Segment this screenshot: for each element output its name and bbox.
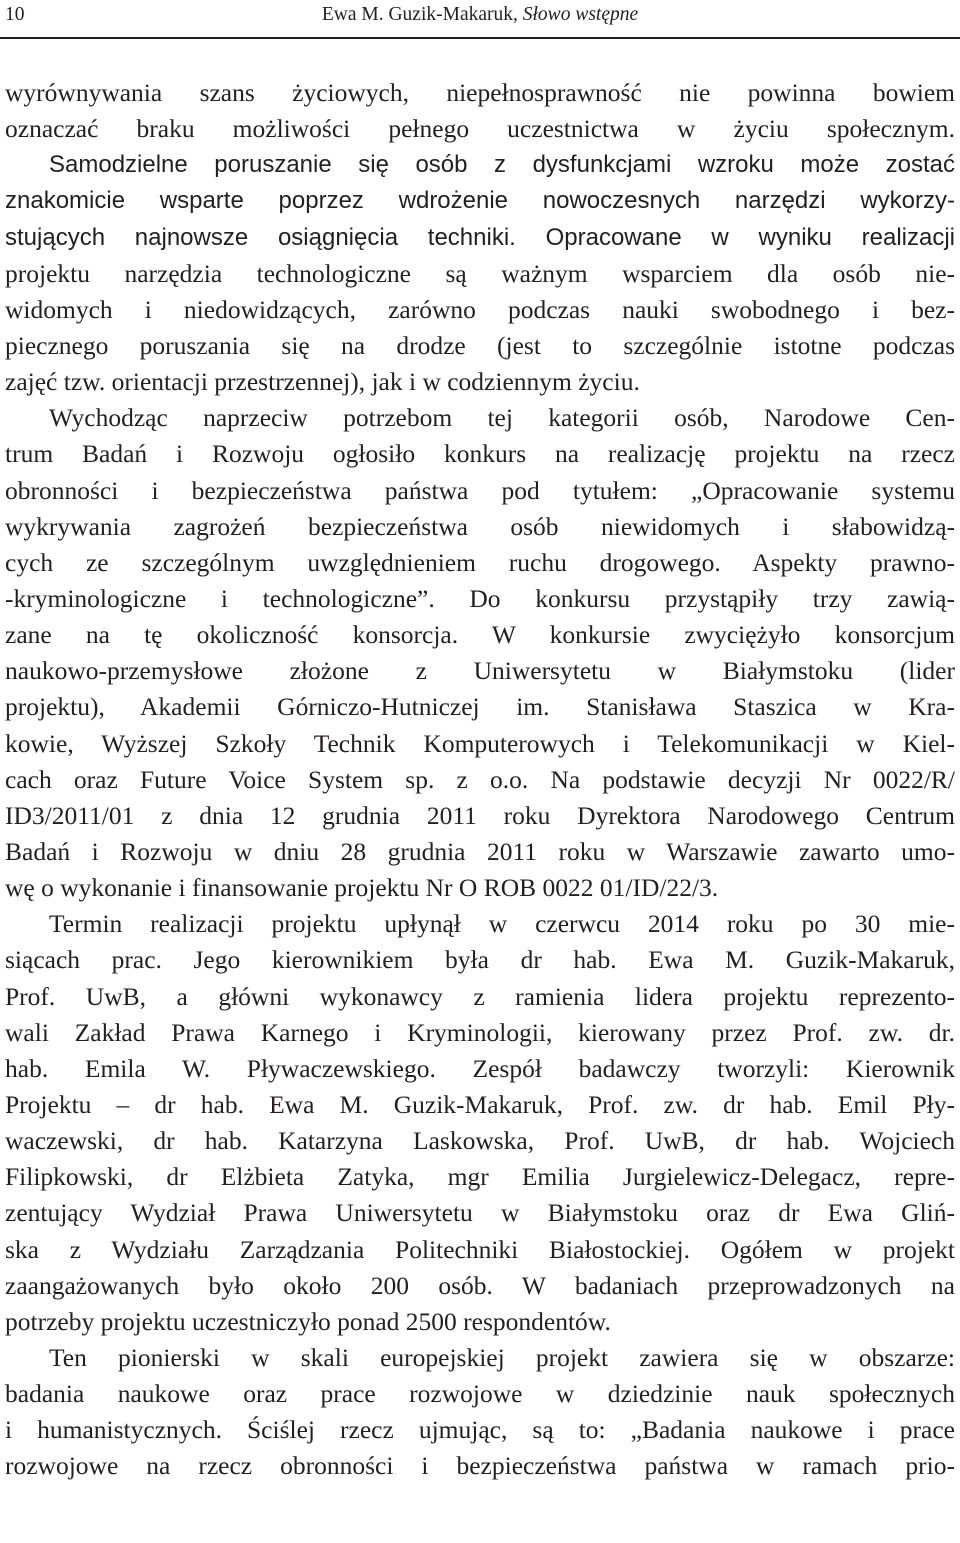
text-line: zajęć tzw. orientacji przestrzennej), jak i w codziennym życiu. [5,367,640,397]
text-line: i humanistycznych. Ściślej rzecz ujmując, są to: „Badania naukowe i prace [5,1415,955,1445]
running-head-author: Ewa M. Guzik-Makaruk, [321,4,523,25]
page-number: 10 [5,4,25,25]
text-line: -kryminologiczne i technologiczne”. Do konkursu przystąpiły trzy zawią- [5,583,955,613]
running-head-title: Słowo wstępne [522,4,639,25]
text-line: Badań i Rozwoju w dniu 28 grudnia 2011 roku w Warszawie zawarto umo- [5,836,955,866]
text-line: waczewski, dr hab. Katarzyna Laskowska, Prof. UwB, dr hab. Wojciech [5,1126,955,1156]
text-line: Prof. UwB, a główni wykonawcy z ramienia lidera projektu reprezento- [5,981,955,1011]
text-line: obronności i bezpieczeństwa państwa pod tytułem: „Opracowanie systemu [5,475,955,505]
text-line: stujących najnowsze osiągnięcia techniki. Opracowane w wyniku realizacji [5,223,955,251]
text-line: siącach prac. Jego kierownikiem była dr hab. Ewa M. Guzik-Makaruk, [5,945,955,975]
text-line: projektu narzędzia technologiczne są ważnym wsparciem dla osób nie- [5,258,955,288]
text-line: rozwojowe na rzecz obronności i bezpieczeństwa państwa w ramach prio- [5,1451,955,1481]
text-line: cych ze szczególnym uwzględnieniem ruchu drogowego. Aspekty prawno- [5,547,955,577]
text-line: widomych i niedowidzących, zarówno podczas nauki swobodnego i bez- [5,294,955,324]
text-line: ska z Wydziału Zarządzania Politechniki Białostockiej. Ogółem w projekt [5,1234,955,1264]
text-line: kowie, Wyższej Szkoły Technik Komputerowych i Telekomunikacji w Kiel- [5,728,955,758]
text-line: trum Badań i Rozwoju ogłosiło konkurs na realizację projektu na rzecz [5,439,955,469]
text-line: zentujący Wydział Prawa Uniwersytetu w Białymstoku oraz dr Ewa Gliń- [5,1198,955,1228]
text-line: Wychodząc naprzeciw potrzebom tej kategorii osób, Narodowe Cen- [49,403,955,433]
text-line: Projektu – dr hab. Ewa M. Guzik-Makaruk, Prof. zw. dr hab. Emil Pły- [5,1089,955,1119]
text-line: potrzeby projektu uczestniczyło ponad 2500 respondentów. [5,1306,611,1336]
text-line: wykrywania zagrożeń bezpieczeństwa osób niewidomych i słabowidzą- [5,511,955,541]
text-line: wali Zakład Prawa Karnego i Kryminologii, kierowany przez Prof. zw. dr. [5,1017,955,1047]
text-line: badania naukowe oraz prace rozwojowe w dziedzinie nauk społecznych [5,1379,955,1409]
text-line: Filipkowski, dr Elżbieta Zatyka, mgr Emilia Jurgielewicz-Delegacz, repre- [5,1162,955,1192]
text-line: hab. Emila W. Pływaczewskiego. Zespół badawczy tworzyli: Kierownik [5,1053,955,1083]
text-line: znakomicie wsparte poprzez wdrożenie nowoczesnych narzędzi wykorzy- [5,187,955,215]
text-line: naukowo-przemysłowe złożone z Uniwersytetu w Białymstoku (lider [5,656,955,686]
body-text [5,75,955,1484]
text-line: oznaczać braku możliwości pełnego uczestnictwa w życiu społecznym. [5,114,955,144]
text-line: wę o wykonanie i finansowanie projektu Nr O ROB 0022 01/ID/22/3. [5,873,719,903]
text-line: piecznego poruszania się na drodze (jest to szczególnie istotne podczas [5,330,955,360]
text-line: Termin realizacji projektu upłynął w czerwcu 2014 roku po 30 mie- [49,909,955,939]
text-line: zane na tę okoliczność konsorcja. W konkursie zwyciężyło konsorcjum [5,620,955,650]
text-line: cach oraz Future Voice System sp. z o.o. Na podstawie decyzji Nr 0022/R/ [5,764,955,794]
text-line: Samodzielne poruszanie się osób z dysfunkcjami wzroku może zostać [49,151,955,179]
text-line: projektu), Akademii Górniczo-Hutniczej im. Stanisława Staszica w Kra- [5,692,955,722]
running-head [0,4,960,26]
header-rule [0,37,960,39]
text-line: Ten pionierski w skali europejskiej projekt zawiera się w obszarze: [49,1342,955,1372]
running-header [0,0,960,36]
text-line: wyrównywania szans życiowych, niepełnosprawność nie powinna bowiem [5,78,955,107]
text-line: zaangażowanych było około 200 osób. W badaniach przeprowadzonych na [5,1270,955,1300]
text-line: ID3/2011/01 z dnia 12 grudnia 2011 roku Dyrektora Narodowego Centrum [5,800,955,830]
